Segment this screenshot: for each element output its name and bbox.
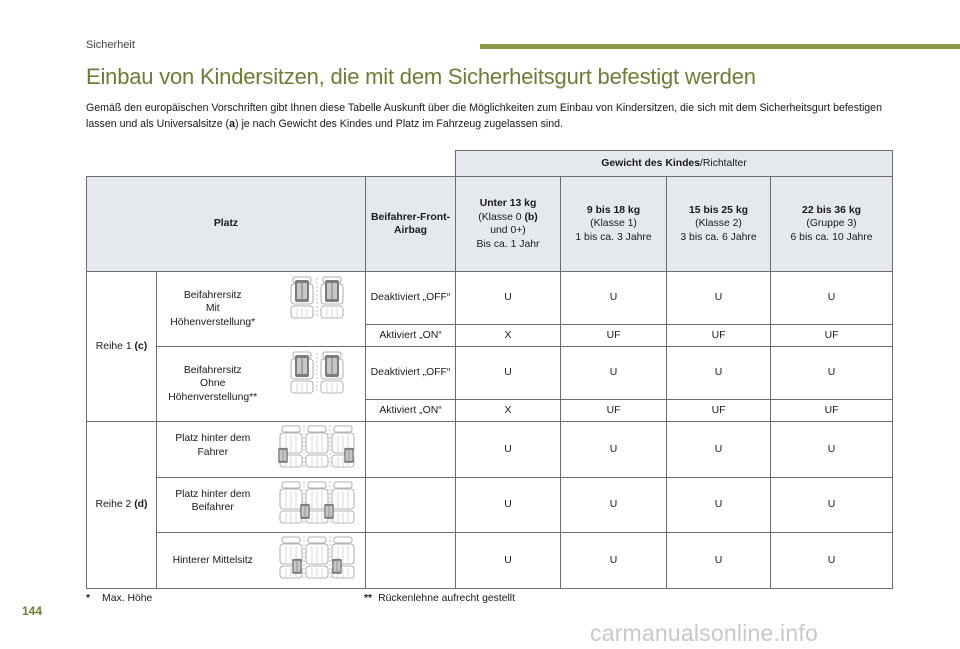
value-cell: U (667, 272, 771, 325)
table-row (87, 477, 893, 533)
value-cell: U (771, 477, 893, 533)
watermark: carmanualsonline.info (590, 620, 818, 646)
seat-diagram-r2-1 (269, 477, 366, 533)
value-cell: X (456, 325, 561, 347)
weight-col-1 (561, 177, 667, 272)
value-cell: U (771, 347, 893, 400)
seat-name-r1-1-l1: Beifahrersitz (183, 364, 242, 376)
seat-diagram-r1-1 (269, 347, 366, 422)
value-cell: U (456, 347, 561, 400)
weight-header (456, 151, 893, 177)
weight-col-2-title: 15 bis 25 kg (689, 204, 748, 216)
platz-header (87, 177, 366, 272)
weight-col-1-line3: 1 bis ca. 3 Jahre (575, 231, 652, 243)
intro-text-1: Gemäß den europäischen Vorschriften gibt Ihnen diese Tabelle Auskunft über die Möglichkeiten zum Einbau von Kindersitzen, die sich mit dem Sicherheitsgurt befestigen lassen und als Universalsitze ( (86, 102, 882, 130)
airbag-r1-1-1: Aktiviert „ON“ (366, 400, 456, 422)
weight-header-rest: /Richtalter (700, 157, 747, 169)
airbag-r1-0-0: Deaktiviert „OFF“ (366, 272, 456, 325)
seat-name-r2-1-l2: Beifahrer (191, 502, 234, 513)
intro-paragraph (86, 100, 896, 132)
weight-col-0-line3: und 0+) (490, 225, 526, 236)
value-cell: U (667, 422, 771, 478)
header-accent-bar (480, 44, 960, 49)
footnote-1 (86, 593, 152, 604)
reihe2-text: Reihe 2 (95, 499, 135, 510)
value-cell: UF (667, 325, 771, 347)
page-title: Einbau von Kindersitzen, die mit dem Sicherheitsgurt befestigt werden (86, 64, 756, 89)
weight-col-1-line2: (Klasse 1) (590, 218, 637, 230)
value-cell: U (561, 533, 667, 589)
seat-name-r2-1 (157, 477, 269, 533)
reihe1-label (87, 272, 157, 422)
seat-name-r1-0-l3: Höhenverstellung* (170, 316, 256, 328)
weight-col-0-line4: Bis ca. 1 Jahr (476, 238, 540, 250)
weight-col-0-line2-code: (b) (524, 211, 538, 223)
airbag-header-label: Beifahrer-Front-Airbag (370, 211, 451, 236)
reihe1-text: Reihe 1 (95, 340, 135, 352)
value-cell: U (561, 272, 667, 325)
child-seat-table (86, 150, 893, 589)
page-number: 144 (22, 604, 43, 618)
seat-diagram-r2-0 (269, 422, 366, 478)
weight-col-0-title: Unter 13 kg (479, 198, 537, 209)
seat-name-r1-0-l2: Mit (205, 303, 220, 315)
airbag-empty (366, 533, 456, 589)
airbag-r1-1-0: Deaktiviert „OFF“ (366, 347, 456, 400)
value-cell: U (456, 422, 561, 478)
front-seat-icon (286, 351, 348, 395)
value-cell: U (456, 477, 561, 533)
value-cell: UF (771, 325, 893, 347)
weight-col-0-line2: (Klasse 0 (478, 211, 525, 223)
intro-bold: a (229, 118, 235, 130)
value-cell: U (561, 477, 667, 533)
value-cell: U (667, 533, 771, 589)
airbag-r1-0-1: Aktiviert „ON“ (366, 325, 456, 347)
seat-name-r2-1-l1: Platz hinter dem (175, 488, 251, 500)
reihe1-code: (c) (134, 340, 148, 352)
seat-diagram-r1-0 (269, 272, 366, 347)
seat-diagram-r2-2 (269, 533, 366, 589)
footnote-1-text: Max. Höhe (102, 593, 153, 604)
weight-col-3 (771, 177, 893, 272)
value-cell: U (456, 533, 561, 589)
seat-name-r1-1-l2: Ohne (200, 378, 226, 390)
section-label: Sicherheit (86, 39, 135, 51)
value-cell: U (667, 347, 771, 400)
table-row (87, 422, 893, 478)
value-cell: U (771, 272, 893, 325)
rear-seat-icon (276, 534, 358, 582)
table-corner-blank (87, 151, 456, 177)
value-cell: U (561, 422, 667, 478)
table-row (87, 272, 893, 325)
weight-col-3-line3: 6 bis ca. 10 Jahre (790, 231, 873, 243)
footnote-2-mark: ** (364, 593, 373, 604)
weight-col-2-line2: (Klasse 2) (695, 218, 742, 230)
airbag-header (366, 177, 456, 272)
value-cell: U (771, 533, 893, 589)
value-cell: U (771, 422, 893, 478)
seat-name-r1-1 (157, 347, 269, 422)
value-cell: U (667, 477, 771, 533)
rear-seat-icon (276, 423, 358, 471)
value-cell: X (456, 400, 561, 422)
seat-name-r1-0-l1: Beifahrersitz (183, 289, 242, 301)
table-row (87, 533, 893, 589)
airbag-empty (366, 477, 456, 533)
seat-name-r2-0-l1: Platz hinter dem (175, 433, 251, 444)
weight-col-3-line2: (Gruppe 3) (806, 218, 857, 230)
intro-text-2: ) je nach Gewicht des Kindes und Platz im Fahrzeug zugelassen sind. (234, 118, 563, 130)
footnote-2-text: Rückenlehne aufrecht gestellt (378, 593, 515, 604)
seat-name-r1-0 (157, 272, 269, 347)
weight-col-2-line3: 3 bis ca. 6 Jahre (680, 231, 757, 243)
airbag-empty (366, 422, 456, 478)
seat-name-r2-0-l2: Fahrer (197, 446, 229, 458)
weight-col-0 (456, 177, 561, 272)
seat-name-r2-2: Hinterer Mittelsitz (157, 533, 269, 589)
weight-col-1-title: 9 bis 18 kg (586, 204, 641, 216)
weight-col-3-title: 22 bis 36 kg (802, 204, 861, 216)
value-cell: UF (561, 325, 667, 347)
seat-name-r1-1-l3: Höhenverstellung** (168, 391, 258, 403)
rear-seat-icon (276, 479, 358, 527)
reihe2-label (87, 422, 157, 589)
weight-header-bold: Gewicht des Kindes (601, 157, 700, 169)
value-cell: UF (771, 400, 893, 422)
value-cell: U (456, 272, 561, 325)
value-cell: UF (667, 400, 771, 422)
footnote-2 (364, 593, 515, 604)
front-seat-icon (286, 276, 348, 320)
table-row (87, 347, 893, 400)
reihe2-code: (d) (134, 499, 148, 510)
value-cell: U (561, 347, 667, 400)
footnote-1-mark: * (86, 593, 91, 604)
platz-header-label: Platz (213, 218, 239, 230)
value-cell: UF (561, 400, 667, 422)
weight-col-2 (667, 177, 771, 272)
seat-name-r2-0 (157, 422, 269, 478)
